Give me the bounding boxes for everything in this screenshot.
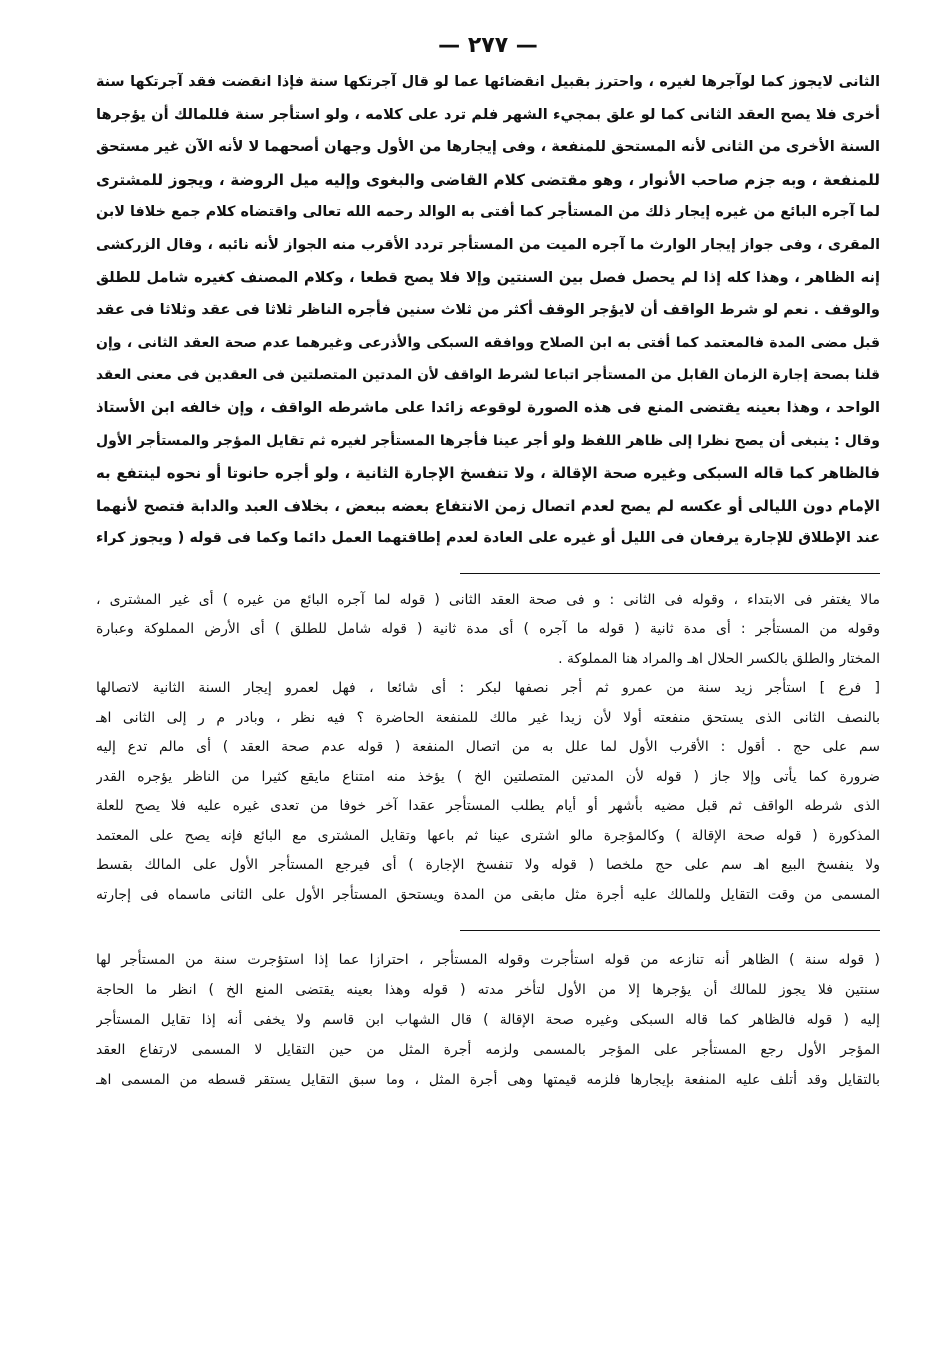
- page-number: — ٢٧٧ —: [438, 33, 538, 58]
- main-text-line: إنه الظاهر ، وهذا كله إذا لم يحصل فصل بين السنتين وإلا فلا يصح قطعا ، وكلام المصنف كغيره شامل للطلق: [96, 268, 880, 286]
- main-text-line: الإمام دون الليالى أو عكسه لم يصح لعدم اتصال زمن الانتفاع بعضه ببعض ، بخلاف العبد والدابة فتصح لأنهما: [96, 496, 880, 515]
- commentary-line: ولا ينفسخ البيع اهـ سم على حج ملخصا ( قوله ولا تنفسخ الإجارة ) أى فيرجع المستأجر الأول على المالك بقسط: [96, 857, 880, 874]
- main-text-line: فالظاهر كما قاله السبكى وغيره صحة الإقالة ، ولا تنفسخ الإجارة الثانية ، ولو أجره حانوتا أو نحوه لينتفع به: [96, 464, 880, 483]
- main-text-line: وقال : ينبغى أن يصح نظرا إلى ظاهر اللفظ ولو أجر عينا فأجرها المستأجر لغيره ثم تقايل المؤجر والمستأجر الأول: [96, 432, 880, 449]
- commentary-line: المختار والطلق بالكسر الحلال اهـ والمراد هنا المملوكة .: [558, 650, 880, 667]
- commentary-line: بالنصف الثانى الذى يستحق منفعته أولا لأن زيدا غير مالك للمنفعة الحاضرة ؟ فيه نظر ، وبادر م ر إلى الثانى اهـ: [96, 709, 880, 726]
- footnote-block: [96, 945, 880, 1095]
- main-text-line: أخرى فلا يصح العقد الثانى كما لو علق بمجيء الشهر فلم ترد على كلامه ، ولو استأجر سنة فللمالك أن يؤجرها: [96, 105, 880, 123]
- footnote-line: ( قوله سنة ) الظاهر أنه تنازعه من قوله استأجرت وقوله المستأجر ، احترازا عما إذا استؤجرت سنة من المستأجر لها: [96, 952, 880, 969]
- footnote-line: المؤجر الأول رجع المستأجر على المؤجر بالمسمى ولزمه أجرة المثل من حين التقايل لا المسمى لارتفاع العقد: [96, 1042, 880, 1059]
- commentary-line: الذى شرطه الواقف ثم قبل مضيه بأشهر أو أيام يطلب المستأجر عقدا آخر خوفا من تعدى غيره عليه فلا يصح للعلة: [96, 798, 880, 815]
- commentary-line: المسمى من وقت التقايل وللمالك عليه أجرة مثل مابقى من المدة ويستحق المستأجر الأول على الثانى ماسماه فى إجارته: [96, 886, 880, 903]
- main-text-line: الواحد ، وهذا بعينه يقتضى المنع فى هذه الصورة لوقوعه زائدا على ماشرطه الواقف ، وإن خالفه ابن الأستاذ: [96, 398, 880, 416]
- commentary-line: سم على حج . أقول : الأقرب الأول لما علل به من اتصال المنفعة ( قوله عدم صحة العقد ) أى مالم تدع إليه: [96, 739, 880, 756]
- document-page: [96, 30, 880, 1350]
- footnote-line: إليه ( قوله فالظاهر كما قاله السبكى وغيره صحة الإقالة ) قال الشهاب ابن قاسم ولا يخفى أنه إذا تقايل المستأجر: [96, 1012, 880, 1029]
- main-text-line: الثانى لايجوز كما لوآجرها لغيره ، واحترز بقبيل انقضائها عما لو قال آجرتكها سنة فإذا انقضت فقد آجرتكها سنة: [96, 74, 880, 90]
- main-text-line: السنة الأخرى من الثانى لأنه المستحق للمنفعة ، وفى إيجارها من الأول وجهان أصحهما لا لأنه الآن غير مستحق: [96, 138, 880, 156]
- footnote-divider: [460, 573, 880, 574]
- main-text-line: لما آجره البائع من غيره إيجار ذلك من المستأجر كما أفتى به الوالد رحمه الله تعالى واقتضاه كلام جمع خلافا لابن: [96, 204, 880, 221]
- main-text-line: والوقف . نعم لو شرط الواقف أن لايؤجر الوقف أكثر من ثلاث سنين فأجره الناظر ثلاثا فى عقد وثلاثا فى عقد: [96, 301, 880, 319]
- commentary-line: ضرورة كما يأتى وإلا جاز ( قوله لأن المدتين المتصلتين الخ ) يؤخذ منه امتناع مايقع كثيرا من الناظر يؤجره القدر: [96, 768, 880, 785]
- footnote-line: سنتين فلا يجوز للمالك أن يؤجرها إلا من الأول لتأخر مدته ( قوله وهذا بعينه يقتضى المنع الخ ) انظر ما الحاجة: [96, 982, 880, 999]
- commentary-line: وقوله من المستأجر : أى مدة ثانية ( قوله ما آجره ) أى مدة ثانية ( قوله شامل للطلق ) أى الأرض المملوكة وعبارة: [96, 621, 880, 638]
- main-text-line: للمنفعة ، وبه جزم صاحب الأنوار ، وهو مقتضى كلام القاضى والبغوى وإليه ميل الروضة ، ويجوز للمشترى: [96, 170, 880, 189]
- main-text-line: قلنا بصحة إجارة الزمان القابل من المستأجر اتباعا لشرط الواقف لأن المدتين المتصلتين فى العقدين فى معنى العقد: [96, 367, 880, 384]
- main-text-line: قبل مضى المدة فالمعتمد كما أفتى به ابن الصلاح ووافقه السبكى والأذرعى وغيرهما عدم صحة العقد الثانى ، وإن: [96, 334, 880, 351]
- main-text-block: [96, 66, 880, 555]
- main-text-line: عند الإطلاق للإجارة يرفعان فى الليل أو غيره على العادة لعدم إطاقتهما العمل دائما وكما فى قوله ( ويجوز كراء: [96, 530, 880, 547]
- commentary-line: [ فرع ] استأجر زيد سنة من عمرو ثم أجر نصفها لبكر : أى شائعا ، فهل لعمرو إيجار السنة الثانية لاتصالها: [96, 680, 880, 697]
- main-text-line: المقرى ، وفى جواز إيجار الوارث ما آجره الميت من المستأجر تردد الأقرب منه الجواز لأنه نائبه ، وقال الزركشى: [96, 236, 880, 253]
- commentary-line: المذكورة ( قوله صحة الإقالة ) وكالمؤجرة مالو اشترى عينا ثم باعها وتقايل المشترى مع البائع فإنه يصح على المعتمد: [96, 827, 880, 844]
- footnote-divider: [460, 930, 880, 931]
- commentary-block: [96, 586, 880, 911]
- commentary-line: مالا يغتفر فى الابتداء ، وقوله فى الثانى : و فى صحة العقد الثانى ( قوله لما آجره البائع من غيره ) أى غير المشترى ،: [96, 591, 880, 608]
- footnote-line: بالتقايل وقد أتلف عليه المنفعة بإيجارها فلزمه قيمتها وهى أجرة المثل ، وما سبق التقايل يستقر قسطه من المسمى اهـ: [96, 1072, 880, 1089]
